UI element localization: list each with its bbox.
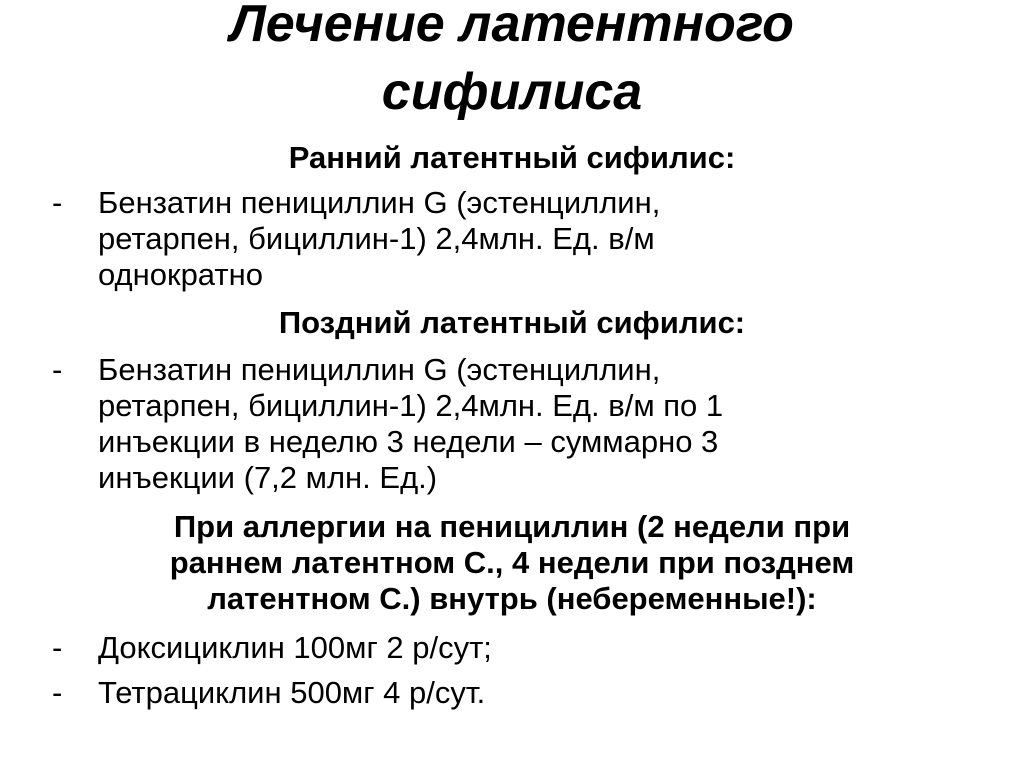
late-latent-item-line-1: Бензатин пенициллин G (эстенциллин, <box>98 352 661 387</box>
early-latent-item-text <box>98 185 978 293</box>
early-latent-item-line-1: Бензатин пенициллин G (эстенциллин, <box>98 185 661 220</box>
late-latent-item-line-4: инъекции (7,2 млн. Ед.) <box>98 460 438 495</box>
allergy-item-line: Доксициклин 100мг 2 р/сут; <box>98 630 492 665</box>
late-latent-heading: Поздний латентный сифилис: <box>278 305 746 340</box>
late-latent-item-line-3: инъекции в неделю 3 недели – суммарно 3 <box>98 424 719 459</box>
late-latent-item <box>52 352 992 496</box>
early-latent-item <box>52 185 992 293</box>
allergy-heading-line-3: латентном С.) внутрь (небеременные!): <box>207 581 817 616</box>
late-latent-item-text <box>98 352 978 496</box>
allergy-item-text <box>98 675 978 711</box>
late-latent-item-line-2: ретарпен, бициллин-1) 2,4млн. Ед. в/м по 1 <box>98 388 724 423</box>
allergy-item-tetracycline <box>52 675 992 711</box>
bullet-dash: - <box>52 675 63 710</box>
early-latent-item-line-3: однократно <box>98 257 263 292</box>
allergy-item-line: Тетрациклин 500мг 4 р/сут. <box>98 675 486 710</box>
allergy-item-doxycycline <box>52 630 992 666</box>
bullet-dash: - <box>52 630 63 665</box>
early-latent-item-line-2: ретарпен, бициллин-1) 2,4млн. Ед. в/м <box>98 221 655 256</box>
bullet-dash: - <box>52 352 63 387</box>
bullet-dash: - <box>52 185 63 220</box>
slide-title-line-1: Лечение латентного <box>230 0 794 53</box>
early-latent-heading: Ранний латентный сифилис: <box>288 140 736 175</box>
allergy-item-text <box>98 630 978 666</box>
allergy-heading-line-1: При аллергии на пенициллин (2 недели при <box>173 509 851 544</box>
allergy-heading-line-2: раннем латентном С., 4 недели при позднем <box>169 545 855 580</box>
slide-title-line-2: сифилиса <box>381 63 643 121</box>
allergy-heading <box>0 509 1024 617</box>
